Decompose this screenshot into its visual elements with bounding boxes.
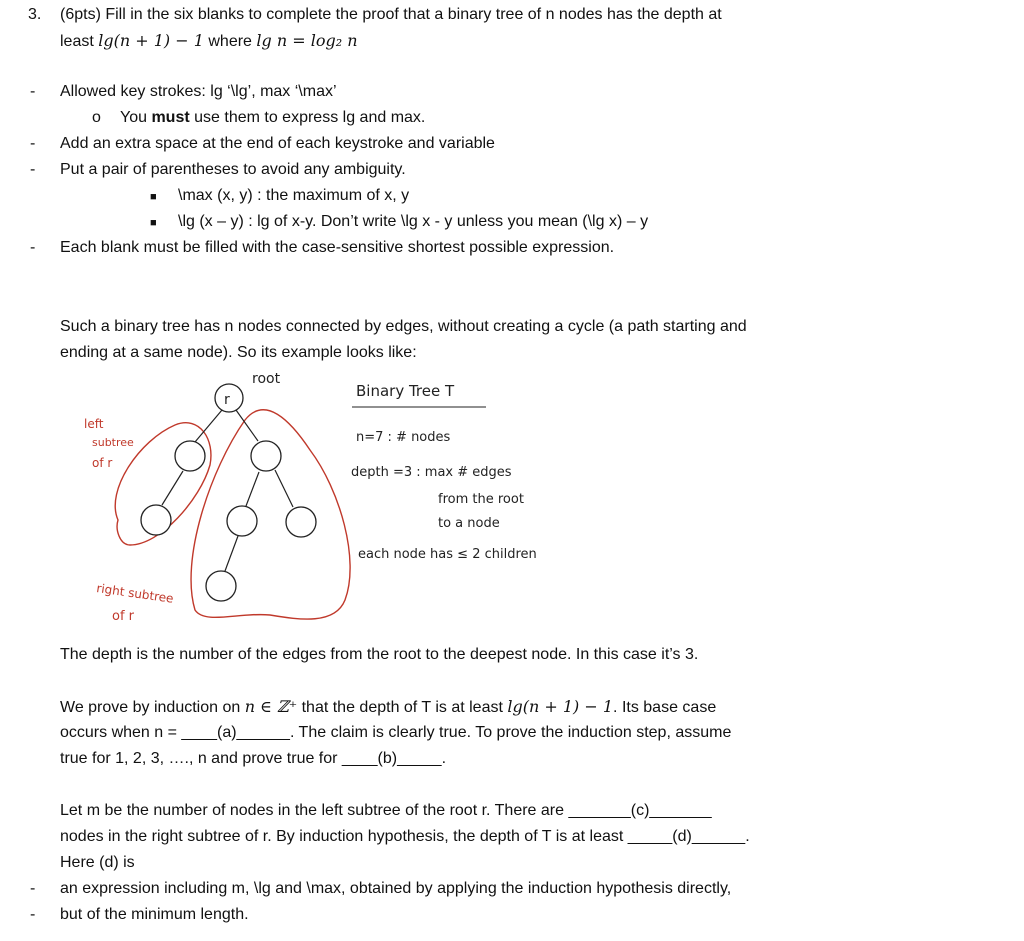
- tree-node: [206, 571, 236, 601]
- proof-line-3: true for 1, 2, 3, …., n and prove true for ____(b)_____.: [60, 750, 447, 767]
- math-expr: lg n = log₂ n: [256, 31, 358, 50]
- root-node-label: r: [224, 392, 230, 408]
- left-subtree-label-2: subtree: [92, 436, 134, 449]
- tree-edge: [195, 410, 222, 442]
- rule-parentheses: Put a pair of parentheses to avoid any ambiguity.: [60, 161, 406, 178]
- tree-edge: [236, 410, 258, 441]
- note-depth: depth =3 : max # edges: [351, 465, 512, 480]
- rule-shortest: Each blank must be filled with the case-sensitive shortest possible expression.: [60, 239, 615, 256]
- note-children: each node has ≤ 2 children: [358, 547, 537, 562]
- proof-line-4: Let m be the number of nodes in the left subtree of the root r. There are _______(c)_______: [60, 802, 712, 819]
- bullet-square: ■: [150, 191, 157, 203]
- bullet-dash: -: [30, 239, 36, 256]
- problem-line-1: (6pts) Fill in the six blanks to complete the proof that a binary tree of n nodes has the depth at: [60, 6, 722, 23]
- left-subtree-label-1: left: [84, 417, 104, 431]
- note-nodes: n=7 : # nodes: [356, 430, 451, 445]
- blank-a[interactable]: ____(a)______: [181, 724, 290, 741]
- depth-text: The depth is the number of the edges from the root to the deepest node. In this case it’s 3.: [60, 646, 699, 663]
- tree-edge: [246, 472, 259, 506]
- rule-lg-example: \lg (x – y) : lg of x-y. Don’t write \lg x - y unless you mean (\lg x) – y: [178, 213, 649, 230]
- rule-keystrokes: Allowed key strokes: lg ‘\lg’, max ‘\max’: [60, 83, 337, 100]
- tree-edge: [275, 470, 293, 507]
- bullet-dash: -: [30, 135, 36, 152]
- right-subtree-label-2: of r: [112, 609, 135, 624]
- tree-node: [175, 441, 205, 471]
- proof-line-8: but of the minimum length.: [60, 906, 249, 923]
- math-expr: lg(n + 1) − 1: [98, 31, 204, 50]
- right-subtree-label-1: right subtree: [95, 581, 175, 606]
- problem-line-2: least lg(n + 1) − 1 where lg n = log₂ n: [60, 31, 358, 50]
- rule-max-example: \max (x, y) : the maximum of x, y: [178, 187, 410, 204]
- proof-line-1: We prove by induction on n ∈ ℤ⁺ that the depth of T is at least lg(n + 1) − 1. Its base case: [60, 697, 717, 716]
- tree-edge: [162, 471, 183, 505]
- proof-line-7: an expression including m, \lg and \max, obtained by applying the induction hypothesis directly,: [60, 880, 732, 897]
- blank-d[interactable]: _____(d)______: [627, 828, 746, 845]
- bullet-dash: -: [30, 906, 36, 923]
- left-subtree-label-3: of r: [92, 456, 113, 470]
- bullet-dash: -: [30, 83, 36, 100]
- note-from-root: from the root: [438, 492, 524, 507]
- bullet-dash: -: [30, 880, 36, 897]
- tree-node: [251, 441, 281, 471]
- bullet-square: ■: [150, 217, 157, 229]
- tree-node: [227, 506, 257, 536]
- proof-line-6: Here (d) is: [60, 854, 135, 871]
- blank-b[interactable]: ____(b)_____: [341, 750, 442, 767]
- math-expr: n ∈ ℤ⁺: [244, 697, 298, 716]
- tree-node: [141, 505, 171, 535]
- tree-edge: [225, 536, 238, 571]
- note-title: Binary Tree T: [356, 382, 455, 400]
- intro-line-1: Such a binary tree has n nodes connected by edges, without creating a cycle (a path starting and: [60, 318, 747, 335]
- math-expr: lg(n + 1) − 1: [507, 697, 614, 716]
- proof-line-5: nodes in the right subtree of r. By induction hypothesis, the depth of T is at least _____(d)______.: [60, 828, 750, 845]
- problem-number: 3.: [28, 6, 42, 23]
- root-label: root: [252, 371, 281, 387]
- bullet-circle: o: [92, 109, 101, 126]
- rule-must: You must use them to express lg and max.: [120, 109, 426, 126]
- intro-line-2: ending at a same node). So its example looks like:: [60, 344, 417, 361]
- proof-line-2: occurs when n = ____(a)______. The claim is clearly true. To prove the induction step, assume: [60, 724, 732, 741]
- rule-space: Add an extra space at the end of each keystroke and variable: [60, 135, 495, 152]
- tree-node: [286, 507, 316, 537]
- bullet-dash: -: [30, 161, 36, 178]
- blank-c[interactable]: _______(c)_______: [568, 802, 712, 819]
- note-to-node: to a node: [438, 516, 500, 531]
